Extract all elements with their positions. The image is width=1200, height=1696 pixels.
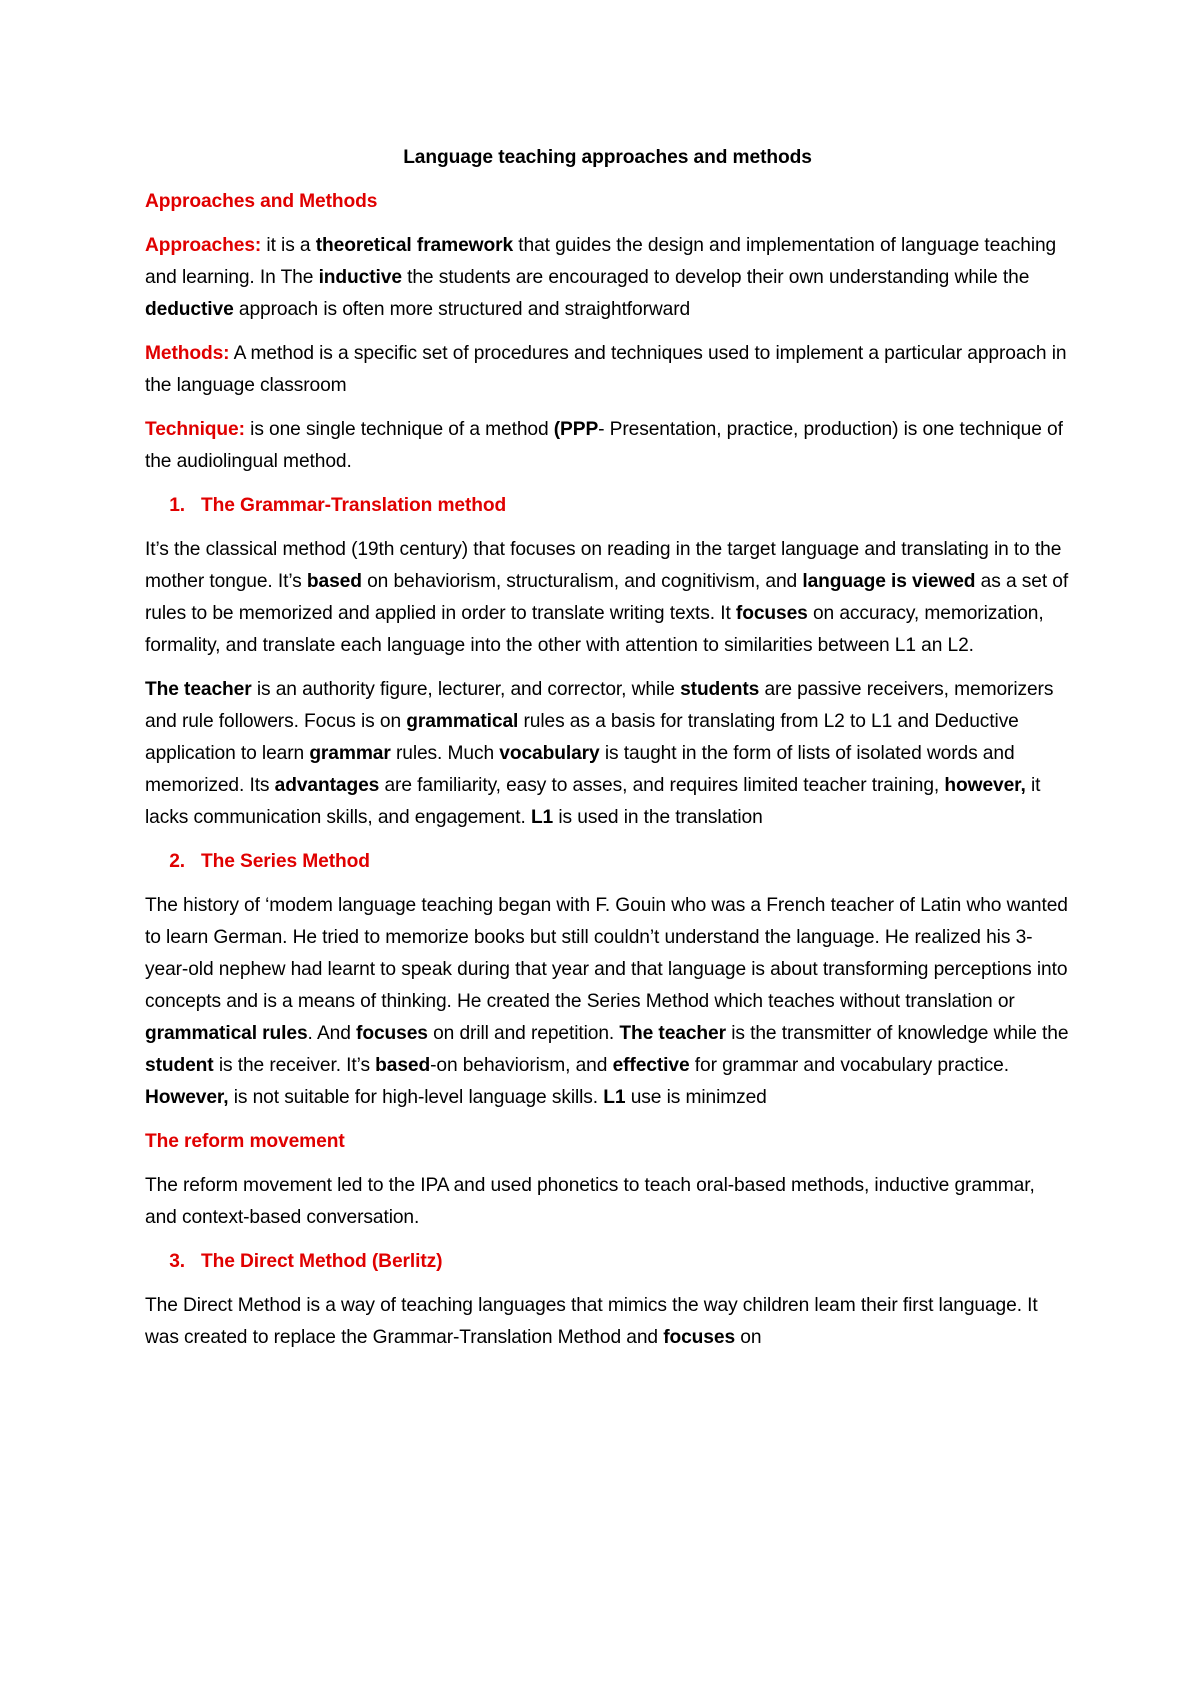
- bold-run: The teacher: [145, 679, 252, 700]
- text-run: the students are encouraged to develop their own understanding while the: [401, 267, 1030, 288]
- text-run: is not suitable for high-level language skills.: [228, 1087, 604, 1108]
- bold-run: focuses: [735, 603, 808, 624]
- text-run: is the receiver. It’s: [213, 1055, 376, 1076]
- list-number: 1.: [169, 495, 185, 516]
- text-run: on drill and repetition.: [427, 1023, 620, 1044]
- text-run: It’s the classical method (19th century) that focuses on reading in the target language and translating in to the mother tongue. It’s: [145, 539, 1062, 592]
- paragraph-methods: [145, 338, 1070, 402]
- text-run: on behaviorism, structuralism, and cognitivism, and: [361, 571, 803, 592]
- paragraph-grammar-translation-1: [145, 534, 1070, 662]
- text-run: - Presentation, practice, production) is one technique of the audiolingual method.: [145, 419, 1063, 472]
- text-run: is taught in the form of lists of isolated words and memorized. Its: [145, 743, 1015, 796]
- document-content: [145, 142, 1070, 1366]
- text-run: A method is a specific set of procedures and techniques used to implement a particular approach in the language classroom: [145, 343, 1067, 396]
- paragraph-technique: [145, 414, 1070, 478]
- bold-run: The teacher: [619, 1023, 726, 1044]
- bold-run: students: [680, 679, 760, 700]
- text-run: is used in the translation: [553, 807, 763, 828]
- bold-run: based: [375, 1055, 431, 1076]
- text-run: -on behaviorism, and: [430, 1055, 613, 1076]
- text-run: rules as a basis for translating from L2 to L1 and Deductive application to learn: [145, 711, 1019, 764]
- bold-run: effective: [612, 1055, 690, 1076]
- bold-run: grammatical rules: [145, 1023, 308, 1044]
- bold-run: inductive: [318, 267, 402, 288]
- section-heading-direct-method: [145, 1246, 1070, 1278]
- text-run: use is minimzed: [625, 1087, 767, 1108]
- text-run: on: [735, 1327, 762, 1348]
- heading-approaches-and-methods: Approaches and Methods: [145, 191, 378, 212]
- text-run: it lacks communication skills, and engagement.: [145, 775, 1041, 828]
- paragraph-grammar-translation-2: [145, 674, 1070, 834]
- text-run: it is a: [261, 235, 316, 256]
- bold-run: grammar: [309, 743, 391, 764]
- section-title: The Grammar-Translation method: [201, 495, 507, 516]
- bold-run: however,: [944, 775, 1026, 796]
- bold-run: theoretical framework: [315, 235, 514, 256]
- bold-run: L1: [530, 807, 554, 828]
- text-run: is an authority figure, lecturer, and corrector, while: [251, 679, 681, 700]
- paragraph-direct-method: [145, 1290, 1070, 1354]
- text-run: The history of ‘modem language teaching began with F. Gouin who was a French teacher of Latin who wanted to learn German. He tried to memorize books but still couldn’t understand the language. He realized his 3-year-old nephew had learnt to speak during that year and that language is about transforming perceptions into concepts and is a means of thinking. He created the Series Method which teaches without translation or: [145, 895, 1068, 1012]
- text-run: The Direct Method is a way of teaching languages that mimics the way children leam their first language. It was created to replace the Grammar-Translation Method and: [145, 1295, 1038, 1348]
- bold-run: focuses: [663, 1327, 736, 1348]
- label-approaches: Approaches:: [145, 235, 262, 256]
- section-title: The Series Method: [201, 851, 370, 872]
- bold-run: L1: [603, 1087, 626, 1108]
- bold-run: However,: [145, 1087, 229, 1108]
- list-number: 3.: [169, 1251, 185, 1272]
- text-run: approach is often more structured and straightforward: [233, 299, 691, 320]
- bold-run: advantages: [274, 775, 380, 796]
- bold-run: student: [145, 1055, 214, 1076]
- label-methods: Methods:: [145, 343, 230, 364]
- text-run: . And: [307, 1023, 357, 1044]
- label-technique: Technique:: [145, 419, 245, 440]
- paragraph-series-method: [145, 890, 1070, 1114]
- bold-run: grammatical: [406, 711, 519, 732]
- text-run: is one single technique of a method: [244, 419, 554, 440]
- paragraph-approaches: [145, 230, 1070, 326]
- bold-run: vocabulary: [499, 743, 600, 764]
- bold-run: deductive: [145, 299, 234, 320]
- document-title: Language teaching approaches and methods: [403, 147, 812, 168]
- section-heading-series-method: [145, 846, 1070, 878]
- text-run: is the transmitter of knowledge while the: [726, 1023, 1069, 1044]
- heading-reform-movement: The reform movement: [145, 1131, 345, 1152]
- section-heading-grammar-translation: [145, 490, 1070, 522]
- text-run: on accuracy, memorization, formality, and translate each language into the other with attention to similarities between L1 an L2.: [145, 603, 1044, 656]
- paragraph-reform-movement: The reform movement led to the IPA and used phonetics to teach oral-based methods, inductive grammar, and context-based conversation.: [145, 1175, 1035, 1228]
- text-run: as a set of rules to be memorized and applied in order to translate writing texts. It: [145, 571, 1069, 624]
- text-run: are passive receivers, memorizers and rule followers. Focus is on: [145, 679, 1054, 732]
- text-run: are familiarity, easy to asses, and requires limited teacher training,: [379, 775, 945, 796]
- bold-run: language is viewed: [802, 571, 976, 592]
- text-run: for grammar and vocabulary practice.: [689, 1055, 1009, 1076]
- bold-run: based: [306, 571, 362, 592]
- list-number: 2.: [169, 851, 185, 872]
- text-run: rules. Much: [390, 743, 500, 764]
- bold-run: (PPP: [553, 419, 599, 440]
- bold-run: focuses: [356, 1023, 428, 1044]
- section-title: The Direct Method (Berlitz): [201, 1251, 443, 1272]
- text-run: that guides the design and implementation of language teaching and learning. In The: [145, 235, 1057, 288]
